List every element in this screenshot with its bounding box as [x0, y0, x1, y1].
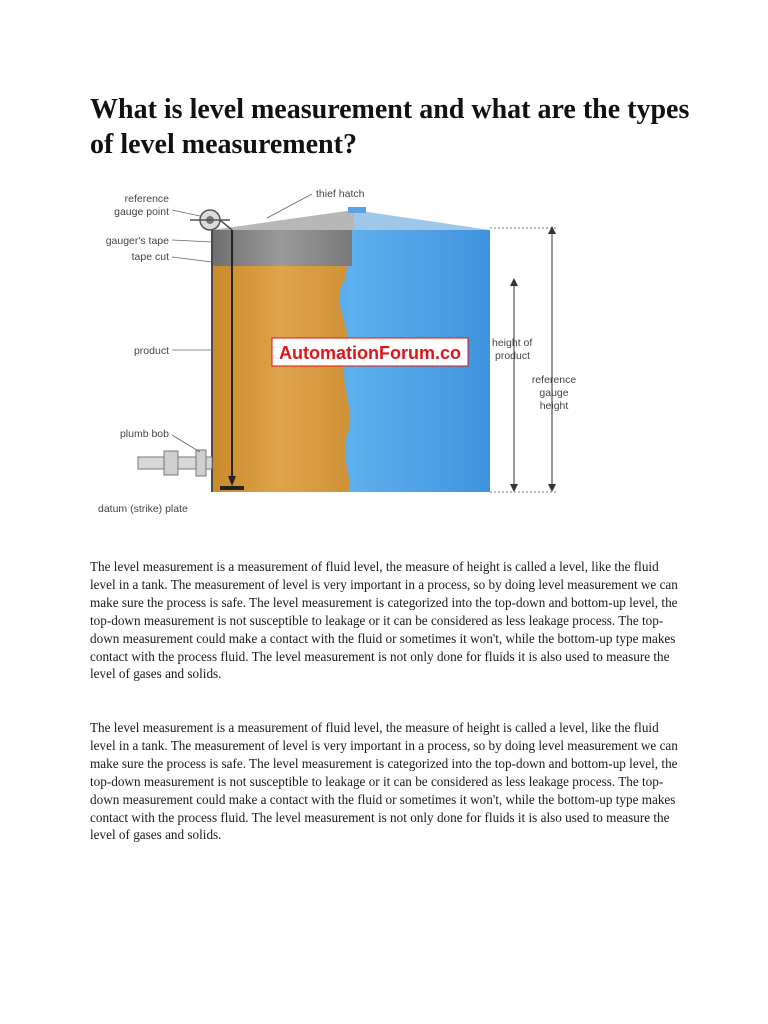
thief-hatch-shape: [348, 207, 366, 213]
label-plumb-bob: plumb bob: [119, 428, 169, 440]
watermark-text: AutomationForum.co: [279, 343, 461, 363]
label-height-of-product-2: product: [495, 350, 531, 362]
label-reference-gauge-height-1: reference: [531, 374, 577, 386]
paragraph: The level measurement is a measurement of fluid level, the measure of height is called a level, like the fluid level in a tank. The measurement of level is very important in a process, so by doing level measurement we can make sure the process is safe. The level measurement is categorized into the top-down and bottom-up level, the top-down measurement is not susceptible to leakage or it can be considered as less leakage process. The top-down measurement could make a contact with the fluid or sometimes it won't, while the bottom-up type makes contact with the process fluid. The level measurement is not only done for fluids it is also used to measure the level of gases and solids.: [90, 720, 678, 843]
watermark: [272, 338, 468, 366]
label-tape-cut: tape cut: [131, 251, 169, 263]
label-reference-gauge-height-3: height: [539, 400, 569, 412]
label-reference-gauge-point-1: reference: [124, 193, 169, 205]
label-height-of-product-1: height of: [492, 337, 533, 349]
label-datum-plate: datum (strike) plate: [98, 503, 188, 515]
label-reference-gauge-point-2: gauge point: [114, 206, 169, 218]
tank-diagram-figure: [92, 180, 602, 525]
outlet-pipe: [138, 450, 212, 476]
label-thief-hatch: thief hatch: [316, 188, 365, 200]
datum-plate-shape: [220, 486, 244, 490]
tank-diagram: [92, 180, 602, 525]
label-product: product: [133, 345, 169, 357]
paragraph: The level measurement is a measurement of fluid level, the measure of height is called a level, like the fluid level in a tank. The measurement of level is very important in a process, so by doing level measurement we can make sure the process is safe. The level measurement is categorized into the top-down and bottom-up level, the top-down measurement is not susceptible to leakage or it can be considered as less leakage process. The top-down measurement could make a contact with the fluid or sometimes it won't, while the bottom-up type makes contact with the process fluid. The level measurement is not only done for fluids it is also used to measure the level of gases and solids.: [90, 559, 678, 682]
label-reference-gauge-height-2: gauge: [539, 387, 569, 399]
label-gaugers-tape: gauger's tape: [105, 235, 169, 247]
page-title: What is level measurement and what are the types of level measurement?: [90, 94, 690, 160]
